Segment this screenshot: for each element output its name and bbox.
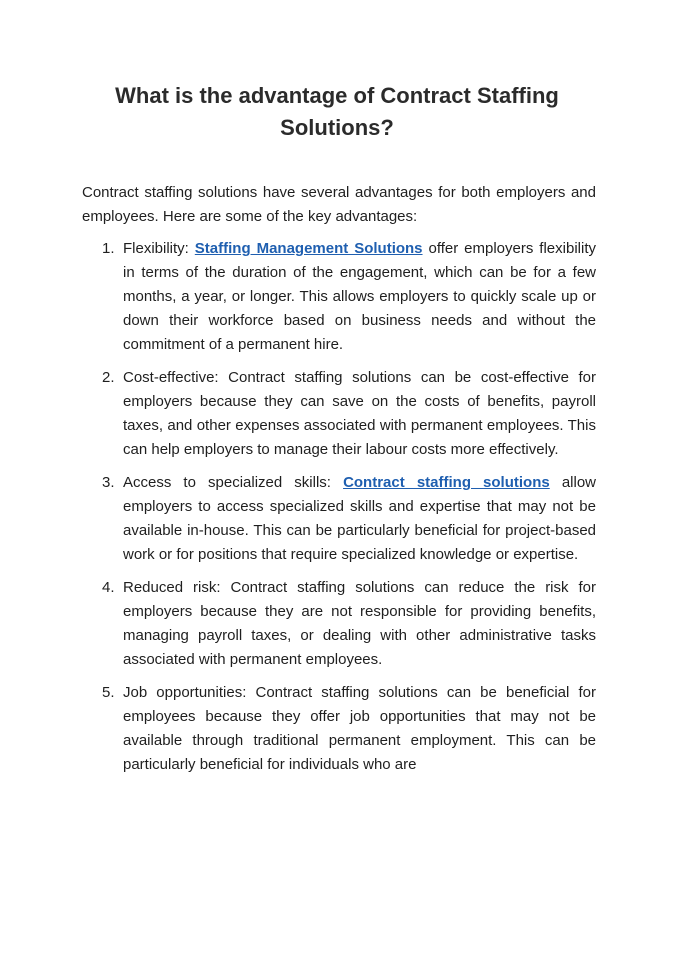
page-title: What is the advantage of Contract Staffing Solutions? <box>115 83 559 140</box>
intro-paragraph: Contract staffing solutions have several advantages for both employers and employees. Here are some of the key advantages: <box>82 184 596 225</box>
item-lead-text: Flexibility: <box>123 240 195 257</box>
item-body-text: Reduced risk: Contract staffing solutions can reduce the risk for employers because they are not responsible for providing benefits, managing payroll taxes, or dealing with other administrative tasks associated with permanent employees. <box>123 579 596 668</box>
item-number: 2. <box>102 369 115 386</box>
item-body-text: Job opportunities: Contract staffing solutions can be beneficial for employees because they offer job opportunities that may not be available through traditional permanent employment. This can be particularly beneficial for individuals who are <box>123 684 596 773</box>
list-item <box>82 681 596 777</box>
contract-staffing-solutions-link[interactable]: Contract staffing solutions <box>343 474 550 491</box>
item-lead-text: Access to specialized skills: <box>123 474 344 491</box>
item-body-text: Cost-effective: Contract staffing solutions can be cost-effective for employers because they can save on the costs of benefits, payroll taxes, and other expenses associated with permanent employees. This can help employers to manage their labour costs more effectively. <box>123 369 596 458</box>
list-item <box>82 237 596 357</box>
advantages-list <box>82 237 596 786</box>
item-number: 5. <box>102 684 115 701</box>
list-item <box>82 576 596 672</box>
staffing-management-solutions-link[interactable]: Staffing Management Solutions <box>194 240 423 257</box>
item-number: 3. <box>102 474 115 491</box>
item-number: 4. <box>102 579 115 596</box>
item-number: 1. <box>102 240 115 257</box>
list-item <box>82 471 596 567</box>
item-body-text: allow employers to access specialized skills and expertise that may not be available in-house. This can be particularly beneficial for project-based work or for positions that require specialized knowledge or expertise. <box>123 474 596 563</box>
list-item <box>82 366 596 462</box>
item-body-text: offer employers flexibility in terms of the duration of the engagement, which can be for a few months, a year, or longer. This allows employers to quickly scale up or down their workforce based on business needs and without the commitment of a permanent hire. <box>123 240 596 353</box>
